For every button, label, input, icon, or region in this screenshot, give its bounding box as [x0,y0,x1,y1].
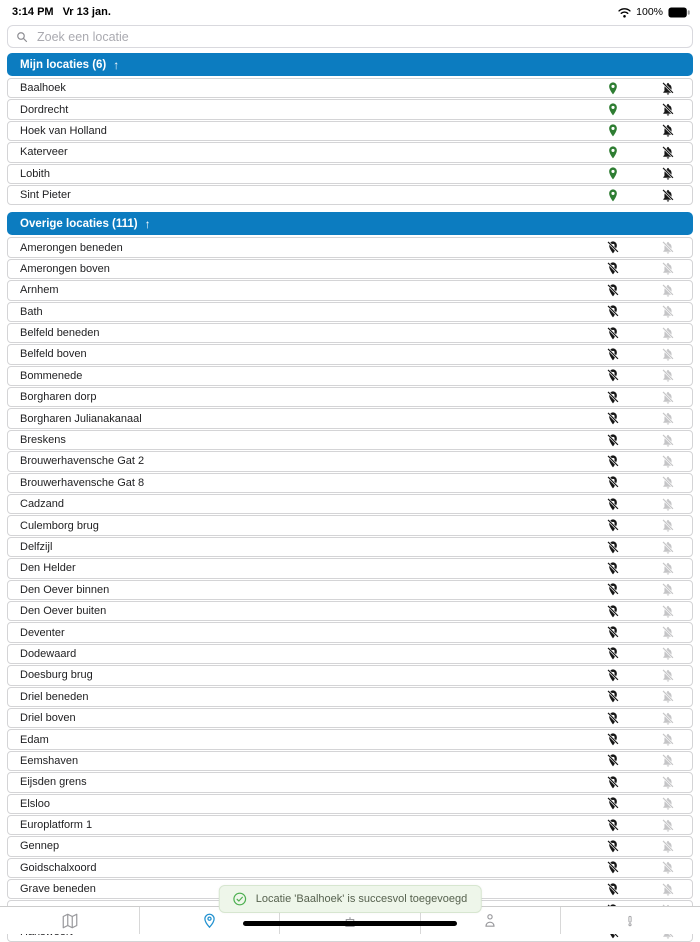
location-row[interactable] [7,708,693,728]
location-row[interactable] [7,558,693,578]
location-row[interactable] [7,622,693,642]
location-row[interactable] [7,537,693,557]
notifications-off-icon[interactable] [660,732,676,748]
section-title: Overige locaties (111) [20,217,138,230]
collapse-arrow-icon: ↑ [113,57,120,72]
location-name: Eijsden grens [20,776,87,789]
location-name: Amerongen beneden [20,241,123,254]
locations-list [0,53,700,942]
notifications-off-icon[interactable] [660,603,676,619]
location-row[interactable] [7,665,693,685]
notifications-off-icon[interactable] [660,80,676,96]
location-pin-toggle-icon[interactable] [605,518,621,534]
notifications-off-icon[interactable] [660,102,676,118]
location-name: Delfzijl [20,541,53,553]
location-row[interactable] [7,323,693,343]
location-pin-toggle-icon[interactable] [605,144,621,160]
location-pin-toggle-icon[interactable] [605,667,621,683]
notifications-off-icon[interactable] [660,838,676,854]
location-pin-toggle-icon[interactable] [605,539,621,555]
location-name: Breskens [20,434,66,447]
notifications-off-icon[interactable] [660,240,676,256]
location-pin-toggle-icon[interactable] [605,582,621,598]
location-pin-toggle-icon[interactable] [605,411,621,427]
notifications-off-icon[interactable] [660,187,676,203]
location-pin-toggle-icon[interactable] [605,453,621,469]
location-pin-toggle-icon[interactable] [605,753,621,769]
location-pin-toggle-icon[interactable] [605,475,621,491]
location-name: Borgharen Julianakanaal [20,412,142,425]
location-pin-toggle-icon[interactable] [605,261,621,277]
notifications-off-icon[interactable] [660,144,676,160]
location-row[interactable] [7,729,693,749]
location-name: Den Helder [20,562,76,575]
location-row[interactable] [7,644,693,664]
location-row[interactable] [7,408,693,428]
location-pin-icon [201,911,218,930]
exclamation-icon [624,911,636,931]
location-name: Dordrecht [20,103,69,116]
home-indicator[interactable] [243,921,457,926]
location-name: Hoek van Holland [20,124,107,137]
notifications-off-icon[interactable] [660,774,676,790]
notifications-off-icon[interactable] [660,166,676,182]
location-row[interactable] [7,387,693,407]
location-pin-toggle-icon[interactable] [605,368,621,384]
section-header[interactable] [7,212,693,235]
location-name: Den Oever buiten [20,605,107,618]
location-row[interactable] [7,515,693,535]
notifications-off-icon[interactable] [660,753,676,769]
notifications-off-icon[interactable] [660,453,676,469]
notifications-off-icon[interactable] [660,304,676,320]
notifications-off-icon[interactable] [660,389,676,405]
location-pin-toggle-icon[interactable] [605,689,621,705]
notifications-off-icon[interactable] [660,646,676,662]
notifications-off-icon[interactable] [660,582,676,598]
location-pin-toggle-icon[interactable] [605,625,621,641]
location-pin-toggle-icon[interactable] [605,496,621,512]
toast-message: Locatie 'Baalhoek' is succesvol toegevoegd [255,893,468,905]
notifications-off-icon[interactable] [660,817,676,833]
section-rows [0,78,700,205]
location-name: Gennep [20,840,60,853]
location-pin-toggle-icon[interactable] [605,102,621,118]
location-pin-toggle-icon[interactable] [605,838,621,854]
location-pin-toggle-icon[interactable] [605,881,621,897]
location-pin-toggle-icon[interactable] [605,796,621,812]
location-row[interactable] [7,794,693,814]
notifications-off-icon[interactable] [660,625,676,641]
notifications-off-icon[interactable] [660,667,676,683]
location-row[interactable] [7,772,693,792]
location-name: Doesburg brug [20,669,93,682]
location-row[interactable] [7,473,693,493]
notifications-off-icon[interactable] [660,368,676,384]
battery-icon [668,7,690,18]
location-pin-toggle-icon[interactable] [605,304,621,320]
location-name: Edam [20,733,49,746]
location-name: Baalhoek [20,82,66,95]
location-row[interactable] [7,751,693,771]
location-pin-toggle-icon[interactable] [605,732,621,748]
notifications-off-icon[interactable] [660,411,676,427]
location-pin-toggle-icon[interactable] [605,860,621,876]
location-pin-toggle-icon[interactable] [605,282,621,298]
notifications-off-icon[interactable] [660,860,676,876]
success-toast [219,885,482,913]
notifications-off-icon[interactable] [660,432,676,448]
location-name: Elsloo [20,797,50,810]
location-name: Grave beneden [20,883,96,896]
location-pin-toggle-icon[interactable] [605,80,621,96]
status-bar [0,0,700,22]
notifications-off-icon[interactable] [660,796,676,812]
collapse-arrow-icon: ↑ [144,216,151,231]
tab-alerts[interactable] [560,907,700,934]
section-title: Mijn locaties (6) [20,58,107,71]
location-row[interactable] [7,344,693,364]
notifications-off-icon[interactable] [660,123,676,139]
status-time: 3:14 PM [12,6,54,18]
locations-section [0,212,700,942]
location-row[interactable] [7,237,693,257]
location-row[interactable] [7,451,693,471]
location-name: Amerongen boven [20,262,110,275]
location-pin-toggle-icon[interactable] [605,560,621,576]
location-pin-toggle-icon[interactable] [605,123,621,139]
location-row[interactable] [7,687,693,707]
location-row[interactable] [7,280,693,300]
notifications-off-icon[interactable] [660,518,676,534]
search-input[interactable] [35,29,684,45]
location-row[interactable] [7,259,693,279]
notifications-off-icon[interactable] [660,325,676,341]
location-row[interactable] [7,858,693,878]
location-name: Belfeld beneden [20,327,100,340]
location-name: Europlatform 1 [20,819,93,832]
tab-map[interactable] [0,907,139,934]
location-pin-toggle-icon[interactable] [605,325,621,341]
location-row[interactable] [7,580,693,600]
location-pin-toggle-icon[interactable] [605,646,621,662]
section-header[interactable] [7,53,693,76]
location-row[interactable] [7,494,693,514]
location-name: Arnhem [20,284,59,297]
location-name: Dodewaard [20,647,77,660]
location-pin-toggle-icon[interactable] [605,166,621,182]
status-date: Vr 13 jan. [62,6,111,18]
location-row[interactable] [7,121,693,141]
location-name: Driel beneden [20,690,89,703]
notifications-off-icon[interactable] [660,282,676,298]
location-pin-toggle-icon[interactable] [605,774,621,790]
location-row[interactable] [7,815,693,835]
notifications-off-icon[interactable] [660,881,676,897]
location-name: Belfeld boven [20,348,87,361]
location-name: Sint Pieter [20,189,71,202]
location-row[interactable] [7,430,693,450]
location-name: Bath [20,305,43,318]
location-pin-toggle-icon[interactable] [605,187,621,203]
notifications-off-icon[interactable] [660,261,676,277]
location-name: Brouwerhavensche Gat 8 [20,476,145,489]
location-name: Brouwerhavensche Gat 2 [20,455,145,468]
battery-percent: 100% [636,6,663,18]
search-icon [16,31,28,43]
notifications-off-icon[interactable] [660,689,676,705]
location-name: Den Oever binnen [20,583,110,596]
notifications-off-icon[interactable] [660,496,676,512]
location-name: Bommenede [20,369,83,382]
location-name: Cadzand [20,498,65,511]
location-pin-toggle-icon[interactable] [605,240,621,256]
notifications-off-icon[interactable] [660,560,676,576]
location-row[interactable] [7,164,693,184]
location-row[interactable] [7,142,693,162]
notifications-off-icon[interactable] [660,710,676,726]
location-pin-toggle-icon[interactable] [605,710,621,726]
notifications-off-icon[interactable] [660,475,676,491]
location-name: Lobith [20,167,50,180]
location-name: Borgharen dorp [20,391,97,404]
location-row[interactable] [7,836,693,856]
location-row[interactable] [7,601,693,621]
location-row[interactable] [7,185,693,205]
location-pin-toggle-icon[interactable] [605,346,621,362]
person-icon [482,911,498,930]
section-rows [0,237,700,942]
location-row[interactable] [7,78,693,98]
check-circle-icon [233,892,247,906]
location-pin-toggle-icon[interactable] [605,603,621,619]
location-name: Katerveer [20,146,68,159]
location-pin-toggle-icon[interactable] [605,817,621,833]
location-name: Eemshaven [20,754,79,767]
map-icon [60,912,80,930]
search-bar [0,22,700,50]
location-pin-toggle-icon[interactable] [605,389,621,405]
location-name: Goidschalxoord [20,861,97,874]
locations-section [0,53,700,205]
location-row[interactable] [7,99,693,119]
location-pin-toggle-icon[interactable] [605,432,621,448]
location-row[interactable] [7,366,693,386]
wifi-icon [618,7,631,18]
notifications-off-icon[interactable] [660,539,676,555]
notifications-off-icon[interactable] [660,346,676,362]
location-row[interactable] [7,302,693,322]
location-name: Deventer [20,626,65,639]
location-name: Driel boven [20,712,76,725]
location-name: Culemborg brug [20,519,99,532]
